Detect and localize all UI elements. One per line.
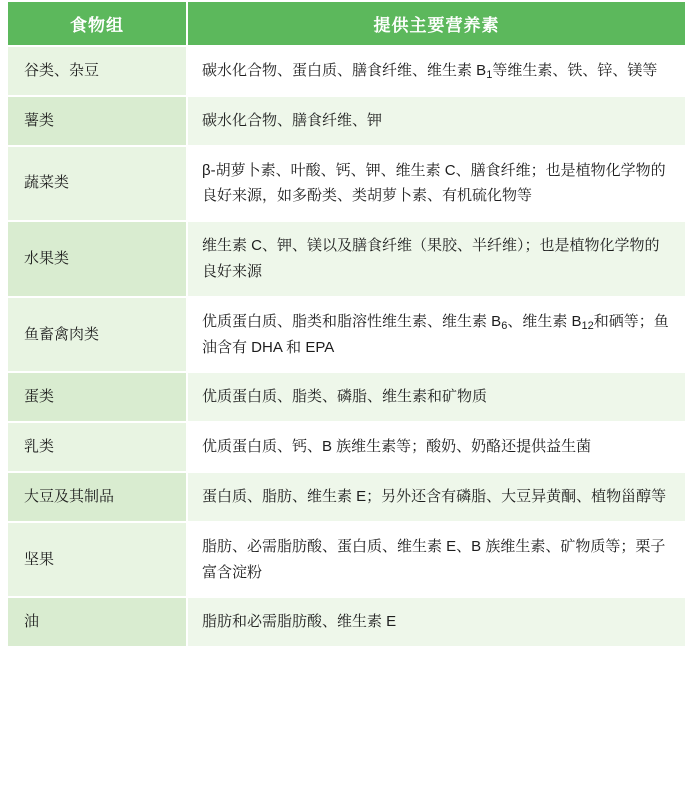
table-row: [7, 146, 686, 222]
table-row: [7, 422, 686, 472]
nutrients-cell: 碳水化合物、膳食纤维、钾: [187, 96, 686, 146]
nutrients-cell: 优质蛋白质、脂类和脂溶性维生素、维生素 $B_6$、维生素 $B_{12}$和硒等；鱼油含有 DHA 和 EPA: [187, 297, 686, 373]
food-group-nutrients-table: [6, 0, 687, 648]
nutrients-cell: 优质蛋白质、脂类、磷脂、维生素和矿物质: [187, 372, 686, 422]
food-group-cell: 蔬菜类: [7, 146, 187, 222]
nutrients-cell: 优质蛋白质、钙、B 族维生素等；酸奶、奶酪还提供益生菌: [187, 422, 686, 472]
subscript-text: 12: [581, 319, 594, 332]
food-group-cell: 乳类: [7, 422, 187, 472]
food-group-cell: 蛋类: [7, 372, 187, 422]
food-group-cell: 坚果: [7, 522, 187, 598]
subscript-text: 6: [501, 319, 508, 332]
table-row: [7, 297, 686, 373]
food-group-cell: 大豆及其制品: [7, 472, 187, 522]
nutrients-cell: 维生素 C、钾、镁以及膳食纤维（果胶、半纤维）；也是植物化学物的良好来源: [187, 221, 686, 297]
table-row: [7, 472, 686, 522]
table-row: [7, 221, 686, 297]
nutrients-cell: 蛋白质、脂肪、维生素 E；另外还含有磷脂、大豆异黄酮、植物甾醇等: [187, 472, 686, 522]
column-header-nutrients: 提供主要营养素: [187, 1, 686, 46]
subscript-text: 1: [486, 69, 493, 81]
table-row: [7, 372, 686, 422]
table-row: [7, 96, 686, 146]
food-group-cell: 水果类: [7, 221, 187, 297]
food-group-cell: 谷类、杂豆: [7, 46, 187, 96]
column-header-food-group: 食物组: [7, 1, 187, 46]
table-row: [7, 46, 686, 96]
table-body: [7, 46, 686, 647]
table-header: [7, 1, 686, 46]
table-header-row: [7, 1, 686, 46]
nutrients-cell: 碳水化合物、蛋白质、膳食纤维、维生素 $B_1$等维生素、铁、锌、镁等: [187, 46, 686, 96]
nutrients-cell: β-胡萝卜素、叶酸、钙、钾、维生素 C、膳食纤维；也是植物化学物的良好来源，如多酚类、类胡萝卜素、有机硫化物等: [187, 146, 686, 222]
table-row: [7, 597, 686, 647]
food-group-cell: 薯类: [7, 96, 187, 146]
nutrients-cell: 脂肪和必需脂肪酸、维生素 E: [187, 597, 686, 647]
nutrients-cell: 脂肪、必需脂肪酸、蛋白质、维生素 E、B 族维生素、矿物质等；栗子富含淀粉: [187, 522, 686, 598]
food-group-cell: 油: [7, 597, 187, 647]
food-group-cell: 鱼畜禽肉类: [7, 297, 187, 373]
table-row: [7, 522, 686, 598]
